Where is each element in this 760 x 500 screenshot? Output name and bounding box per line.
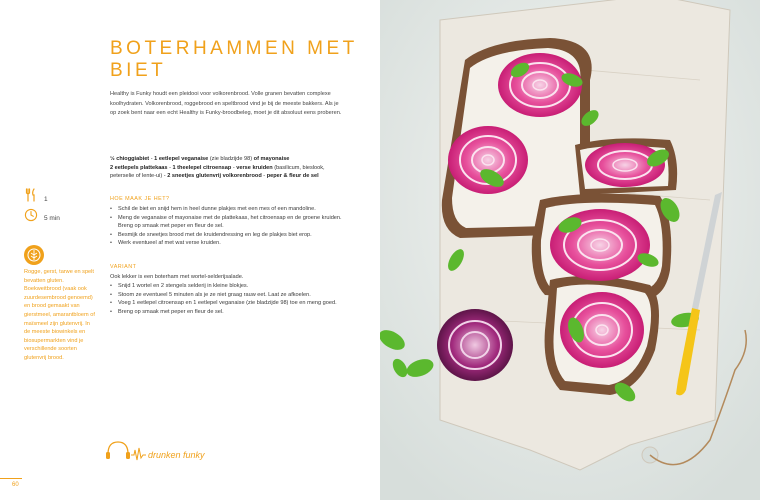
- servings-value: 1: [44, 196, 48, 203]
- beet-half: [437, 309, 513, 381]
- time-value: 5 min: [44, 215, 60, 222]
- brand-logo: [104, 438, 224, 468]
- ingredient-note: peterselie of lente-ui): [110, 173, 163, 180]
- method-heading: HOE MAAK JE HET?: [110, 196, 170, 202]
- side-note: Rogge, gerst, tarwe en spelt bevatten gluten. Boekweitbrood (vaak ook zuurdesembrood genoemd) en brood gemaakt van gierstmeel, amarantbloem of maïsmeel zijn glutenvrij. In de meeste biowinkels en biosupermarkten vind je verschillende soorten glutenvrij brood.: [24, 269, 95, 361]
- beet-slice: [448, 126, 528, 194]
- logo-text: drunken funky: [148, 450, 205, 460]
- ingredients-line-3: [110, 172, 355, 181]
- method-steps: [110, 205, 345, 248]
- list-item: • Schil de biet en snijd hem in heel dunne plakjes met een mes of een mandoline.: [110, 205, 345, 214]
- ingredient: 2 eetlepels plattekaas: [110, 164, 168, 171]
- ingredients-line-1: [110, 155, 355, 164]
- ingredient: 1 theelepel citroensap: [172, 164, 232, 171]
- ingredient: of mayonaise: [253, 156, 290, 162]
- list-item: • Meng de veganaise of mayonaise met de plattekaas, het citroensap en de groene kruiden. Breng op smaak met peper en fleur de sel.: [110, 214, 345, 231]
- separator: -: [167, 164, 173, 171]
- page-number: 60: [12, 482, 19, 488]
- ingredient-note: (basilicum, bieslook,: [272, 164, 325, 171]
- ingredients-line-2: [110, 164, 355, 173]
- ingredient: 2 sneetjes glutenvrij volkorenbrood: [167, 173, 262, 180]
- ingredient-note: (zie bladzijde 98): [208, 156, 254, 162]
- separator: -: [261, 173, 267, 180]
- separator: -: [162, 173, 168, 180]
- gluten-free-badge-icon: [24, 245, 44, 265]
- variant-intro: Ook lekker is een boterham met wortel-selderijsalade.: [110, 274, 244, 280]
- variant-steps: [110, 282, 345, 316]
- recipe-title: BOTERHAMMEN MET BIET: [110, 38, 358, 81]
- photo-illustration: [380, 0, 760, 500]
- separator: -: [231, 164, 237, 171]
- variant-heading: VARIANT: [110, 264, 137, 270]
- ingredients-list: [110, 155, 355, 181]
- separator: -: [149, 156, 155, 162]
- ingredient: verse kruiden: [236, 164, 273, 171]
- food-photograph: [380, 0, 760, 500]
- list-item: • Besmijk de sneetjes brood met de kruidendressing en leg de plakjes biet erop.: [110, 231, 345, 240]
- list-item: • Voeg 1 eetlepel citroensap en 1 eetlepel veganaise (zie bladzijde 98) toe en meng goed.: [110, 299, 345, 308]
- ingredient: peper & fleur de sel: [266, 173, 319, 180]
- ingredient: 1 eetlepel veganaise: [154, 156, 209, 162]
- intro-paragraph: Healthy is Funky houdt een pleidooi voor volkorenbrood. Volle granen bevatten complexe koolhydraten. Volkorenbrood, roggebrood en speltbrood vind je bij de meeste bakkers. Als je op zoek bent naar een echt Healthy is Funky-broodbeleg, moet je dit absoluut eens proberen.: [110, 91, 342, 117]
- cutlery-icon: [24, 188, 38, 202]
- list-item: • Stoom ze eventueel 5 minuten als je ze niet graag rauw eet. Laat ze afkoelen.: [110, 291, 345, 300]
- list-item: • Snijd 1 wortel en 2 stengels selderij in kleine blokjes.: [110, 282, 345, 291]
- clock-icon: [24, 208, 38, 222]
- list-item: • Breng op smaak met peper en fleur de sel.: [110, 308, 345, 317]
- page-corner-rule: [0, 478, 22, 479]
- list-item: • Werk eventueel af met wat verse kruiden.: [110, 239, 345, 248]
- ingredient: ½ chioggiabiet: [110, 156, 150, 162]
